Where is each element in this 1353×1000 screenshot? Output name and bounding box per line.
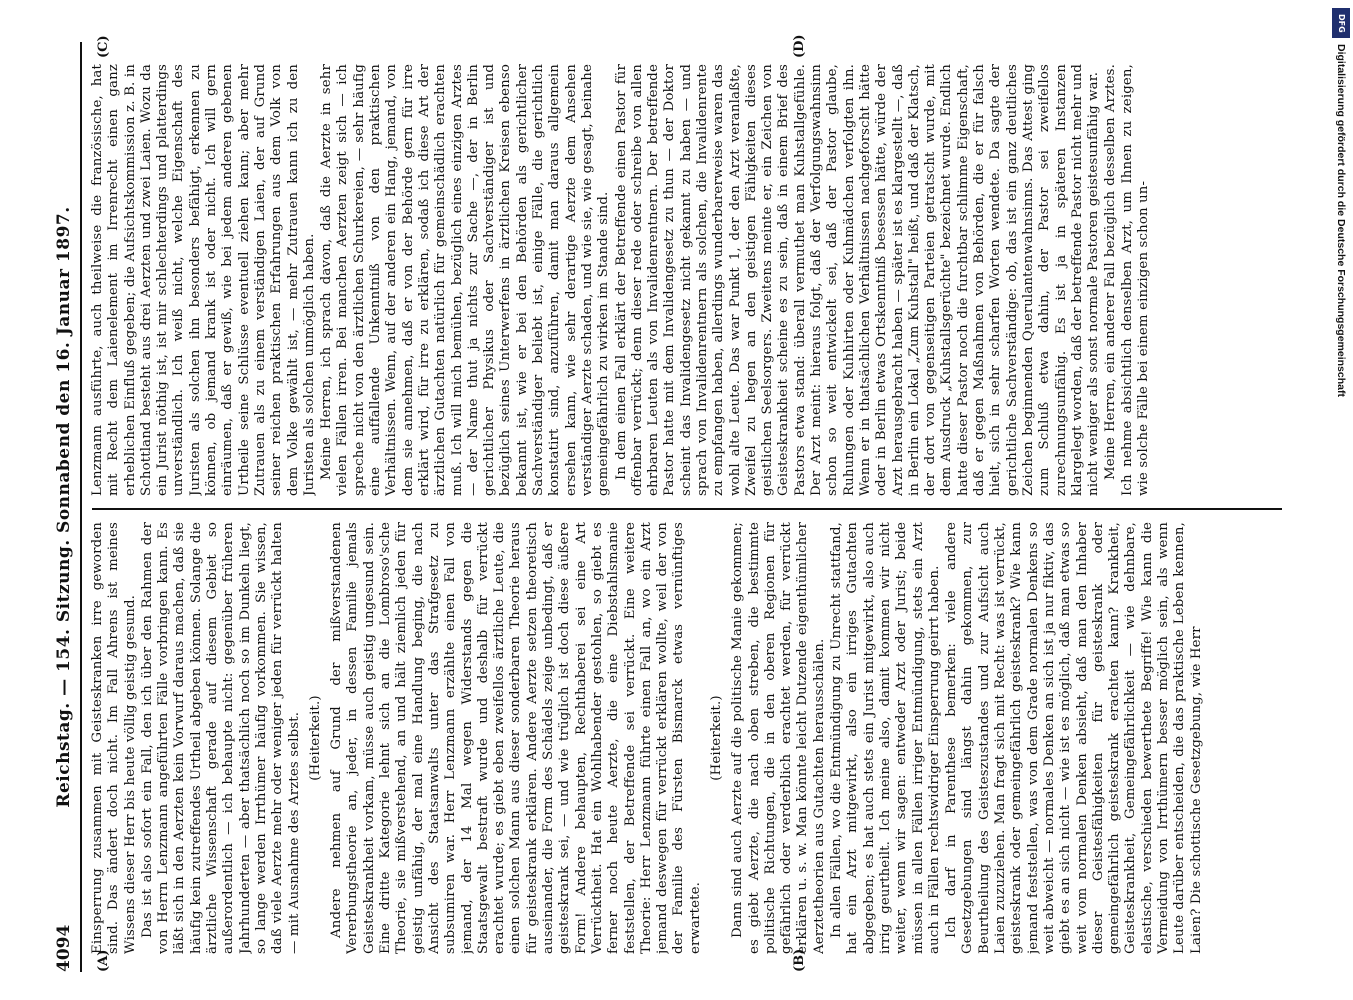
page-number: 4094 bbox=[54, 924, 74, 972]
dfg-side-strip bbox=[1329, 0, 1353, 1000]
paragraph: In dem einen Fall erklärt der Betreffende einen Pastor für offenbar verrückt; denn dieser rede oder schreibe von allen ehrbaren Leuten als von Invalidenrentnern. Der betreffende Pastor hatte mit dem Invalidengesetz zu thun — der Doktor scheint das Invalidengesetz nicht gekannt zu haben — und sprach von Invalidenrentnern als solchen, die Invalidenrente zu empfangen haben, allerdings wunderbarerweise waren das wohl alte Leute. Das war Punkt 1, der den Arzt veranlaßte, Zweifel zu hegen an den geistigen Fähigkeiten dieses geistlichen Seelsorgers. Zweitens meinte er, ein Zeichen von Geisteskrankheit scheine es zu sein, daß in einem Brief des Pastors etwa stand: überall vermuthet man Kuhstallgefühle. Der Arzt meint: hieraus folgt, daß der Verfolgungswahnsinn schon so weit entwickelt sei, daß der Pastor glaube, Ruhungen oder Kuhhirten oder Kuhmädchen verfolgten ihn. Wenn er in thatsächlichen Verhältnissen nachgeforscht hätte oder in Berlin etwas Ortskenntniß besessen hätte, würde der Arzt herausgebracht haben — später ist es klargestellt —, daß in Berlin ein Lokal „Zum Kuhstall" heißt, und daß der Klatsch, der dort von gegenseitigen Parteien getratscht wurde, mit dem Ausdruck „Kuhstallsgerüchte" bezeichnet wurde. Endlich hatte dieser Pastor noch die furchtbar schlimme Eigenschaft, daß er gegen Maßnahmen von Behörden, die er für falsch hielt, sich in sehr scharfen Worten wendete. Da sagte der gerichtliche Sachverständige: ob, das ist ein ganz deutliches Zeichen beginnenden Querulantenwahnsinns. Das Attest ging zum Schluß etwa dahin, der Pastor sei zweifellos zurechnungsunfähig. Es ist ja in späteren Instanzen klargelegt worden, daß der betreffende Pastor nicht mehr und nicht weniger als sonst normale Pastoren geistesunfähig war. bbox=[613, 64, 1102, 496]
header-rule bbox=[80, 42, 82, 972]
column-divider bbox=[92, 508, 1282, 510]
paragraph: Das ist also sofort ein Fall, den ich über den Rahmen der von Herrn Lenzmann angeführten Fälle vorbringen kann. Es läßt sich in den Aerzten kein Vorwurf daraus machen, daß sie häufig kein zutreffendes Urtheil abgeben können. Solange die ärztliche Wissenschaft gerade auf diesem Gebiet so außerordentlich — ich behaupte nicht: gegenüber früheren Jahrhunderten — aber thatsächlich noch so im Dunkeln liegt, so lange werden Irrthümer häufig vorkommen. Sie wissen, daß viele Aerzte mehr oder weniger jeden für verrückt halten — mit Ausnahme des Arztes selbst. bbox=[139, 522, 302, 954]
paragraph: Ich darf in Parenthese bemerken: viele andere Gesetzgebungen sind längst dahin gekommen, zur Beurtheilung des Geisteszustandes und zur Aufsicht auch Laien zuzuziehen. Man fragt sich mit Recht: was ist verrückt, geisteskrank oder gemeingefährlich geisteskrank? Wie kann jemand feststellen, was von dem Grade normalen Denkens so weit abweicht — normales Denken an sich ist ja nur fiktiv, das giebt es an sich nicht — wie ist es möglich, daß man etwas so weit vom normalen Denken absieht, daß man den Inhaber dieser Geistesfähigkeiten für geisteskrank oder gemeingefährlich geisteskrank erachten kann? Krankheit, Geisteskrankheit, Gemeingefährlichkeit — wie dehnbare, elastische, verschieden bewerthete Begriffe! Wie kann die Vermeidung von Irrthümern besser möglich sein, als wenn Leute darüber entscheiden, die das praktische Leben kennen, Laien? Die schottische Gesetzgebung, wie Herr bbox=[944, 522, 1204, 954]
left-column bbox=[90, 522, 1285, 954]
margin-marker-b: (B) bbox=[792, 948, 807, 972]
running-head: Reichstag. — 154. Sitzung. Sonnabend den 16. Januar 1897. bbox=[54, 206, 74, 808]
dfg-credit-text: Digitalisierung gefördert durch die Deutsche Forschungsgemeinschaft bbox=[1335, 44, 1347, 397]
paragraph: In allen Fällen, wo die Entmündigung zu Unrecht stattfand, hat ein Arzt mitgewirkt, also ein irriges Gutachten abgegeben; es hat auch stets ein Jurist mitgewirkt, also auch irrig geurtheilt. Ich meine also, damit kommen wir nicht weiter, wenn wir sagen: entweder Arzt oder Jurist; beide müssen in allen Fällen irriger Entmündigung, stets ein Arzt auch in Fällen rechtswidriger Einsperrung geirrt haben. bbox=[829, 522, 942, 954]
margin-marker-c: (C) bbox=[96, 35, 111, 58]
paragraph: Dann sind auch Aerzte auf die politische Manie gekommen; es giebt Aerzte, die nach oben streben, die bestimmte politische Richtungen, die in den oberen Regionen für gefährlich oder verderblich erachtet werden, für verrückt erklären u. s. w. Man könnte leicht Dutzende eigenthümlicher Aerztetheorien aus Gutachten herausschälen. bbox=[730, 522, 827, 954]
paragraph: Meine Herren, ein anderer Fall bezüglich desselben Arztes. Ich nehme absichtlich denselben Arzt, um Ihnen zu zeigen, wie solche Fälle bei einem einzigen schon un- bbox=[1103, 64, 1151, 496]
newspaper-page bbox=[52, 34, 1292, 972]
interjection: (Heiterkeit.) bbox=[307, 695, 323, 781]
margin-marker-a: (A) bbox=[96, 949, 111, 972]
interjection: (Heiterkeit.) bbox=[708, 695, 724, 781]
margin-marker-d: (D) bbox=[792, 34, 807, 58]
dfg-logo: DFG bbox=[1332, 8, 1350, 38]
paragraph: Lenzmann ausführte, auch theilweise die französische, hat mit Recht dem Laienelement im Irrenrecht einen ganz erheblichen Einfluß gegeben; die Aufsichtskommission z. B. in Schottland besteht aus drei Aerzten und zwei Laien. Wozu da ein Jurist nöthig ist, ist mir schlechterdings und platterdings unverständlich. Ich weiß nicht, welche Eigenschaft des Juristen als solchen ihn besonders befähigt, erkennen zu können, ob jemand krank ist oder nicht. Ich will gern einräumen, daß er gewiß, wie bei jedem anderen gebenen Urtheile seine Schlüsse eventuell ziehen kann; aber mehr Zutrauen als zu einem verständigen Laien, der auf Grund seiner reichen praktischen Erfahrungen aus dem Volk von dem Volke gewählt ist, — mehr Zutrauen kann ich zu den Juristen als solchen unmöglich haben. bbox=[90, 64, 317, 496]
paragraph: Einsperrung zusammen mit Geisteskranken irre geworden sind. Das ändert doch nicht. Im Fall Ahrens ist meines Wissens dieser Herr bis heute völlig geistig gesund. bbox=[90, 522, 138, 954]
page-header bbox=[52, 42, 82, 972]
right-column bbox=[90, 64, 1285, 496]
paragraph: Meine Herren, ich sprach davon, daß die Aerzte in sehr vielen Fällen irren. Bei manchen Aerzten zeigt sich — ich spreche nicht von den ärztlichen Schurkereien, — sehr häufig eine auffallende Unkenntniß von den praktischen Verhältnissen. Wenn, auf der anderen ein Hang, jemand, von dem sie annehmen, daß er von der Behörde gern für irre erklärt wird, für irre zu erklären, sodaß ich diese Art der ärztlichen Gutachten natürlich für gemeinschädlich erachten muß. Ich will mich bemühen, bezüglich eines einzigen Arztes — der Name thut ja nichts zur Sache —, der in Berlin gerichtlicher Physikus oder Sachverständiger ist und bezüglich seines Unterwerfens in ärztlichen Kreisen ebenso bekannt ist, wie er bei den Behörden als gerichtlicher Sachverständiger beliebt ist, einige Fälle, die gerichtlich konstatirt sind, anzuführen, damit man daraus allgemein ersehen kann, wie sehr derartige Aerzte dem Ansehen verständiger Aerzte schaden, und wie sie, wie gesagt, beinahe gemeingefährlich zu wirken im Stande sind. bbox=[319, 64, 612, 496]
paragraph: Andere nehmen auf Grund der mißverstandenen Vererbungstheorie an, jeder, in dessen Familie jemals Geisteskrankheit vorkam, müsse auch geistig ungesund sein. Eine dritte Kategorie lehnt sich an die Lombroso'sche Theorie, sie mißverstehend, an und hält ziemlich jeden für geistig unfähig, der mal eine Handlung beging, die nach Ansicht des Staatsanwalts unter das Strafgesetz zu subsumiren war. Herr Lenzmann erzählte einen Fall von jemand, der 14 Mal wegen Widerstands gegen die Staatsgewalt bestraft wurde und deshalb für verrückt erachtet wurde; es giebt eben zweifellos ärztliche Leute, die einen solchen Mann aus dieser sonderbaren Theorie heraus für geisteskrank erklären. Andere Aerzte setzen theoretisch auseinander, die Form des Schädels zeige unbedingt, daß er geisteskrank sei, — und wie trüglich ist doch diese äußere Form! Andere behaupten, Rechthaberei sei eine Art Verrücktheit. Hat ein Wohlhabender gestohlen, so giebt es ferner noch heute Aerzte, die eine Diebstahlsmanie feststellen, der Betreffende sei verrückt. Eine weitere Theorie: Herr Lenzmann führte einen Fall an, wo ein Arzt jemand deswegen für verrückt erklären wollte, weil der von der Familie des Fürsten Bismarck etwas vernünftiges erwartete. bbox=[329, 522, 703, 954]
